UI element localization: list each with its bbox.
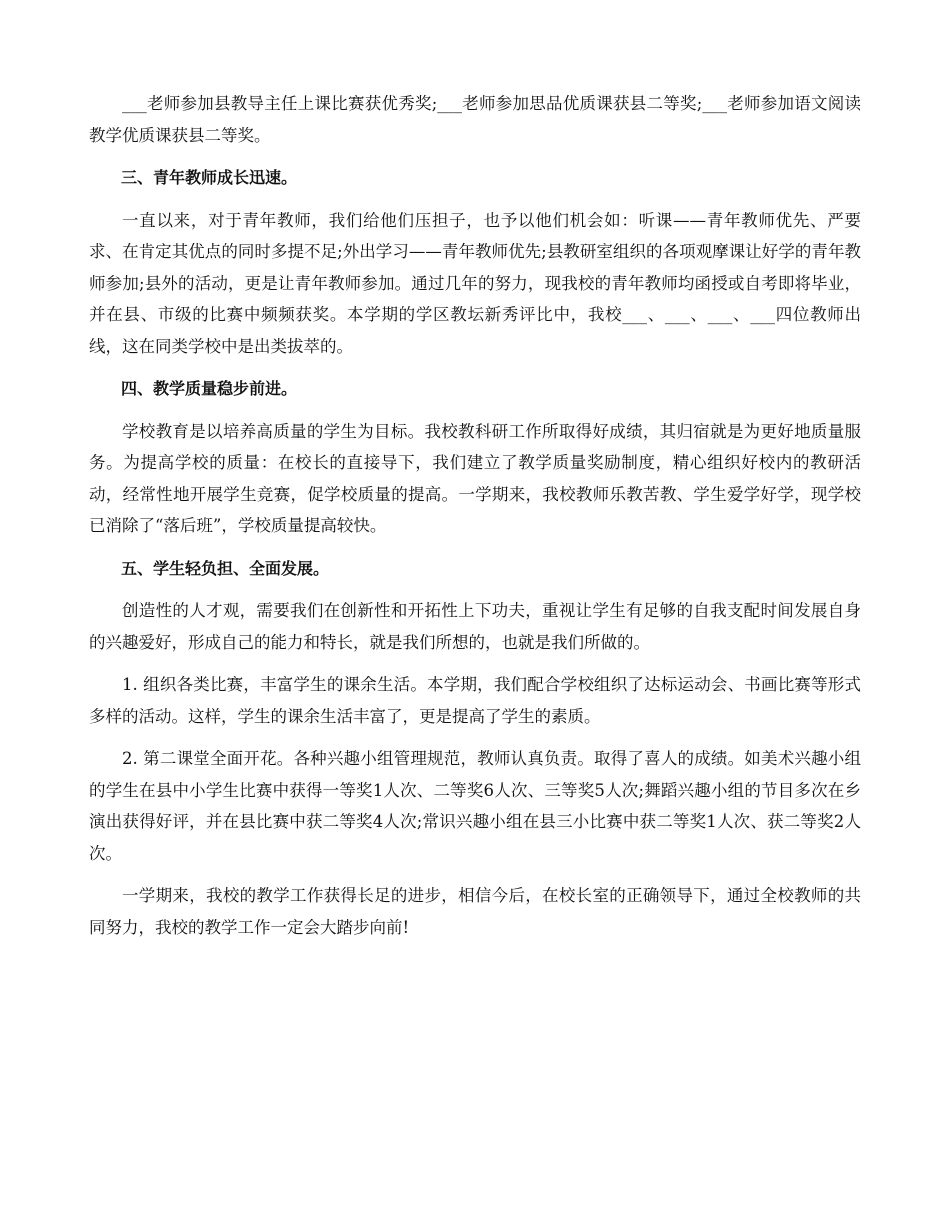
section-heading-teaching-quality: 四、教学质量稳步前进。 <box>121 379 298 398</box>
section-heading-student-development: 五、学生轻负担、全面发展。 <box>121 558 330 578</box>
paragraph-second-classroom: 2. 第二课堂全面开花。各种兴趣小组管理规范，教师认真负责。取得了喜人的成绩。如美术兴趣小组的学生在县中小学生比赛中获得一等奖1人次、二等奖6人次、三等奖5人次;舞蹈兴趣小组的节目多次在乡演出获得好评，并在县比赛中获二等奖4人次;常识兴趣小组在县三小比赛中获二等奖1人次、获二等奖2人次。 <box>89 749 861 863</box>
paragraph-young-teachers: 一直以来，对于青年教师，我们给他们压担子，也予以他们机会如：听课——青年教师优先、严要求、在肯定其优点的同时多提不足;外出学习——青年教师优先;县教研室组织的各项观摩课让好学的青年教师参加;县外的活动，更是让青年教师参加。通过几年的努力，现我校的青年教师均函授或自考即将毕业，并在县、市级的比赛中频频获奖。本学期的学区教坛新秀评比中，我校___、___、___、___四位教师出线，这在同类学校中是出类拔萃的。 <box>89 210 862 356</box>
paragraph-student-development: 创造性的人才观，需要我们在创新性和开拓性上下功夫，重视让学生有足够的自我支配时间发展自身的兴趣爱好，形成自己的能力和特长，就是我们所想的，也就是我们所做的。 <box>89 601 861 652</box>
section-heading-young-teachers: 三、青年教师成长迅速。 <box>121 168 298 187</box>
paragraph-teaching-quality: 学校教育是以培养高质量的学生为目标。我校教科研工作所取得好成绩，其归宿就是为更好地质量服务。为提高学校的质量：在校长的直接导下，我们建立了教学质量奖励制度，精心组织好校内的教研活动，经常性地开展学生竞赛，促学校质量的提高。一学期来，我校教师乐教苦教、学生爱学好学，现学校已消除了“落后班”，学校质量提高较快。 <box>89 421 861 535</box>
paragraph-competitions: 1. 组织各类比赛，丰富学生的课余生活。本学期，我们配合学校组织了达标运动会、书画比赛等形式多样的活动。这样，学生的课余生活丰富了，更是提高了学生的素质。 <box>89 675 861 726</box>
document-body <box>89 88 861 954</box>
paragraph-conclusion: 一学期来，我校的教学工作获得长足的进步，相信今后，在校长室的正确领导下，通过全校教师的共同努力，我校的教学工作一定会大踏步向前! <box>89 886 861 937</box>
paragraph-awards: ___老师参加县教导主任上课比赛获优秀奖;___老师参加思品优质课获县二等奖;___老师参加语文阅读教学优质课获县二等奖。 <box>89 94 861 145</box>
